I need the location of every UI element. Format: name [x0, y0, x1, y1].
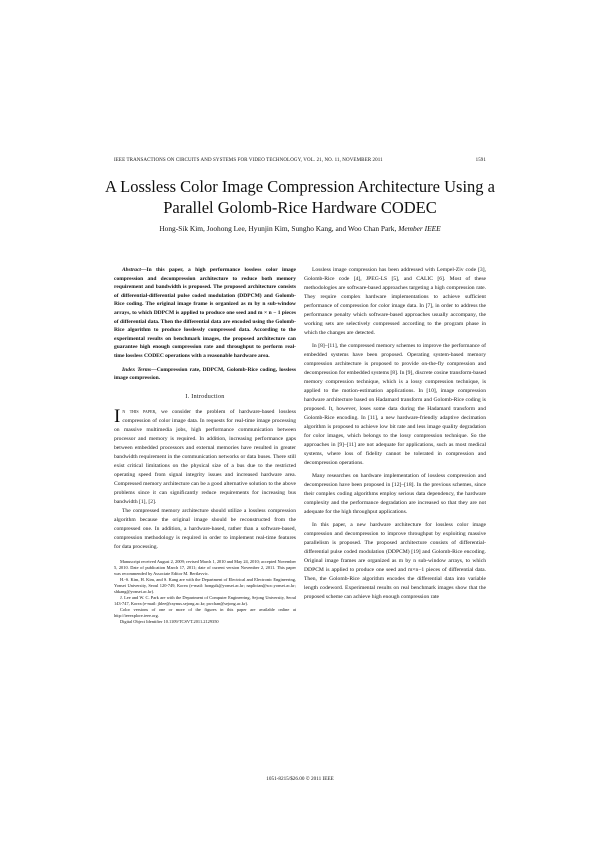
footnote-color-versions: Color versions of one or more of the figures in this paper are available online at http://ieeexplore.ieee.org.: [114, 606, 296, 618]
author-membership: Member IEEE: [398, 224, 441, 233]
paper-title: A Lossless Color Image Compression Architecture Using a Parallel Golomb-Rice Hardware CODEC: [105, 177, 495, 217]
abstract-label: Abstract: [122, 267, 141, 273]
right-column: [304, 266, 486, 602]
intro-paragraph-2: The compressed memory architecture should utilize a lossless compression algorithm because the original image should be reconstructed from the compressed one. In addition, a hardware-based, rather than a software-based, compression methodology is required in order to implement real-time features for data processing.: [114, 507, 296, 550]
intro-paragraph-1-text: we consider the problem of hardware-based lossless compression of color image data. In requests for real-time image processing on massive multimedia jobs, high performance communication between processor and memory is required. In addition, increasing performance gaps between embedded processors and external memories have resulted in greater bandwidth requirement in the communication networks or data buses. There still exist critical limitations on the physical size of a bus due to the restricted operating speed from signal integrity issues and increased hardware area. Compressed memory architecture can be a good alternative solution to the above problems since it can significantly reduce requirements for increasing bus bandwidth [1], [2].: [114, 408, 296, 505]
footnote-doi: Digital Object Identifier 10.1109/TCSVT.2011.2129350: [120, 618, 219, 624]
right-paragraph-3: Many researches on hardware implementation of lossless compression and decompression have been proposed in [12]–[18]. In the previous schemes, since their complex coding algorithms employ serious data dependency, the hardware complexity and the performance degradation are increased so that they are not adequate for the high throughput applications.: [304, 473, 486, 515]
author-names: Hong-Sik Kim, Joohong Lee, Hyunjin Kim, Sungho Kang, and Woo Chan Park,: [159, 224, 397, 233]
drop-cap-lead: n this paper,: [122, 408, 157, 415]
footnote-affiliation-2: J. Lee and W. C. Park are with the Department of Computer Engineering, Sejong University, Seoul 143-747, Korea (e-mail: jhlee@raynus.sejong.ac.kr; pwchan@sejong.ac.kr).: [114, 594, 296, 606]
footnote-affiliation-1: H.-S. Kim, H. Kim, and S. Kang are with the Department of Electrical and Electronic Engineering, Yonsei University, Seoul 120-749, Korea (e-mail: hongsik@yonsei.ac.kr; naplician@soc.yonsei.ac.kr; shkang@yonsei.ac.kr).: [114, 576, 296, 594]
page-number: 1591: [475, 158, 486, 163]
running-header-journal: IEEE TRANSACTIONS ON CIRCUITS AND SYSTEMS FOR VIDEO TECHNOLOGY, VOL. 21, NO. 11, NOVEMBER 2011: [114, 158, 383, 163]
right-paragraph-1: Lossless image compression has been addressed with Lempel-Ziv code [3], Golomb-Rice code [4], JPEG-LS [5], and CALIC [6]. Most of these methodologies are software-based approaches targeting a high compression rate. They require complex hardware implementations to achieve sufficient performance of compression for color image data. In [7], in order to address the performance penalty which software-based approaches usually accompany, the working sets are selectively compressed according to the program phase in which the changes are detected.: [304, 267, 486, 336]
left-column: [114, 266, 296, 625]
abstract: [114, 266, 296, 361]
section-heading-introduction: I. Introduction: [185, 393, 225, 400]
running-header: [114, 158, 486, 168]
right-paragraph-2: In [8]–[11], the compressed memory schemes to improve the performance of embedded systems have been proposed. Operating system-based memory compression architecture is proposed to provide on-the-fly compression and decompression for embedded systems [8]. In [9], discrete cosine transform-based memory compression technique, which is a lossy compression technique, is applied to the motion-estimation applications. In [10], image compression hardware architecture based on Hadamard transform and Golomb-Rice coding is proposed. It, however, loses some data during the Hadamard transform and Golomb-Rice encoding. In [11], a new hardware-friendly adaptive decimation algorithm is proposed to achieve low bit rate and less image quality degradation for color images, which belongs to the lossy compression technique. So the approaches in [9]–[11] are not adequate for applications, such as most medical systems, where loss of fidelity cannot be tolerated in compression and decompression operations.: [304, 343, 486, 466]
footnote-manuscript: Manuscript received August 2, 2009; revised March 1, 2010 and May 24, 2010; accepted November 5, 2010. Date of publication March 17, 2011; date of current version November 2, 2011. This paper was recommended by Associate Editor M. Bertlavvic.: [114, 558, 296, 576]
author-line: [100, 224, 500, 233]
index-terms: [114, 366, 296, 383]
right-paragraph-4: In this paper, a new hardware architecture for lossless color image compression and decompression to improve throughput by exploiting massive parallelism is proposed. The proposed architecture consists of differential-differential pulse coded modulation (DDPCM) [19] and Golomb-Rice encoding. Original image frames are organized as m by n sub-window arrays, to which DDPCM is applied to produce one seed and m×n−1 pieces of differential data. Then, the Golomb-Rice algorithm encodes the differential data into variable length codeword. Experimental results on real benchmark images show that the proposed scheme can achieve high enough compression rate: [304, 522, 486, 600]
index-terms-text: —Compression rate, DDPCM, Golomb-Rice coding, lossless image compression.: [114, 366, 296, 382]
copyright-line: 1051-8215/$26.00 © 2011 IEEE: [266, 776, 334, 782]
index-terms-label: Index Terms: [122, 366, 152, 373]
footnotes: [114, 559, 296, 625]
drop-cap: I: [114, 405, 121, 427]
abstract-text: —In this paper, a high performance lossless color image compression and decompression architecture to reduce both memory requirement and bandwidth is proposed. The proposed architecture consists of differential-differential pulse coded modulation (DDPCM) and Golomb-Rice coding. The original image frame is organized as m by n sub-window arrays, to which DDPCM is applied to produce one seed and m × n − 1 pieces of differential data. Then the differential data are encoded using the Golomb-Rice algorithm to produce losslessly compressed data. According to the experimental results on benchmark images, the proposed architecture can guarantee high enough compression rate and throughput to perform real-time lossless CODEC operations with a reasonable hardware area.: [114, 267, 296, 359]
intro-paragraph-1: [114, 405, 296, 507]
